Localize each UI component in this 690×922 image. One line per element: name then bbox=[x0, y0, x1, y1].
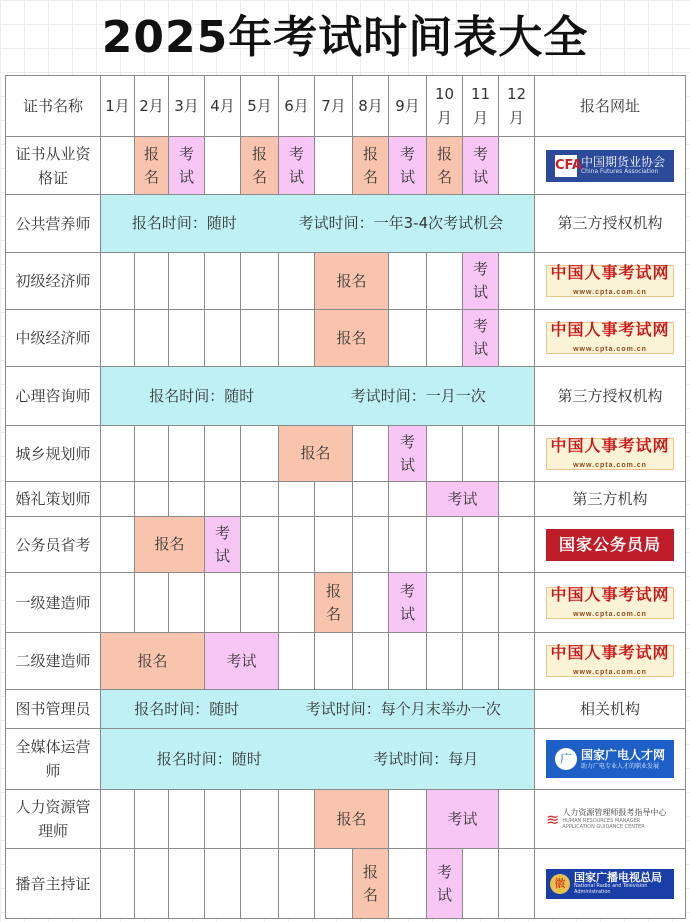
logo-wordmark bbox=[562, 808, 674, 830]
site-label: 第三方授权机构 bbox=[557, 386, 663, 405]
exam-time-text: 考试时间：每个月末举办一次 bbox=[305, 699, 501, 718]
site-logo-rsks[interactable] bbox=[546, 584, 674, 619]
month-header-label: 6月 bbox=[284, 96, 309, 115]
site-label: 第三方机构 bbox=[572, 489, 648, 508]
site-cell bbox=[535, 573, 686, 633]
registration-cell bbox=[353, 137, 389, 195]
month-header bbox=[463, 76, 499, 137]
logo-wordmark bbox=[581, 156, 665, 176]
exam-label: 考试 bbox=[447, 809, 478, 828]
row-name-cell bbox=[6, 517, 101, 573]
logo-subtext: China Futures Association bbox=[580, 167, 659, 175]
row-name-cell bbox=[6, 195, 101, 253]
header-site-cell bbox=[535, 76, 686, 137]
row-name-cell bbox=[6, 690, 101, 729]
logo-text: 人力资源管理师报考指导中心 bbox=[562, 808, 667, 818]
exam-cell bbox=[427, 482, 499, 517]
empty-month-cell bbox=[463, 573, 499, 633]
empty-month-cell bbox=[241, 517, 279, 573]
anytime-span-cell bbox=[101, 690, 535, 729]
site-label: 相关机构 bbox=[579, 699, 640, 718]
header-site-label: 报名网址 bbox=[579, 96, 640, 115]
registration-label: 报名 bbox=[143, 144, 159, 186]
empty-month-cell bbox=[205, 137, 241, 195]
site-logo-gb[interactable] bbox=[546, 869, 674, 899]
month-header-label: 10月 bbox=[434, 85, 455, 127]
month-header-label: 2月 bbox=[139, 96, 164, 115]
page-title: 2025年考试时间表大全 bbox=[101, 12, 589, 63]
month-header bbox=[205, 76, 241, 137]
logo-subtext: 助力广电专业人才的职业发展 bbox=[580, 762, 659, 770]
empty-month-cell bbox=[389, 849, 427, 919]
registration-label: 报名 bbox=[251, 144, 267, 186]
month-header-label: 11月 bbox=[470, 85, 491, 127]
registration-cell bbox=[135, 517, 205, 573]
month-header-label: 9月 bbox=[395, 96, 420, 115]
empty-month-cell bbox=[427, 426, 463, 482]
exam-time-text: 考试时间：一年3-4次考试机会 bbox=[298, 214, 504, 232]
row-name-label: 一级建造师 bbox=[15, 593, 91, 612]
registration-label: 报名 bbox=[154, 535, 185, 553]
row-name-cell bbox=[6, 633, 101, 690]
site-logo-gd[interactable] bbox=[546, 740, 674, 778]
empty-month-cell bbox=[427, 310, 463, 367]
empty-month-cell bbox=[499, 253, 535, 310]
empty-month-cell bbox=[101, 310, 135, 367]
empty-month-cell bbox=[427, 517, 463, 573]
registration-cell bbox=[353, 849, 389, 919]
row-name-cell bbox=[6, 426, 101, 482]
registration-cell bbox=[135, 137, 169, 195]
empty-month-cell bbox=[169, 310, 205, 367]
month-header-label: 7月 bbox=[321, 96, 346, 115]
row-name-label: 人力资源管理师 bbox=[15, 798, 91, 840]
row-name-label: 婚礼策划师 bbox=[15, 490, 91, 508]
site-logo-rsks[interactable] bbox=[546, 645, 674, 677]
empty-month-cell bbox=[205, 253, 241, 310]
logo-text: 国家公务员局 bbox=[558, 535, 661, 554]
exam-cell bbox=[389, 137, 427, 195]
logo-wordmark bbox=[559, 533, 661, 556]
empty-month-cell bbox=[241, 310, 279, 367]
empty-month-cell bbox=[463, 517, 499, 573]
row-name-label: 证书从业资格证 bbox=[15, 144, 91, 187]
empty-month-cell bbox=[169, 849, 205, 919]
row-name-cell bbox=[6, 790, 101, 849]
logo-text: 国家广电人才网 bbox=[580, 748, 665, 763]
exam-cell bbox=[463, 137, 499, 195]
empty-month-cell bbox=[315, 482, 353, 517]
exam-schedule-table bbox=[5, 75, 686, 919]
empty-month-cell bbox=[169, 482, 205, 517]
empty-month-cell bbox=[279, 253, 315, 310]
exam-cell bbox=[389, 573, 427, 633]
row-name-label: 二级建造师 bbox=[15, 652, 91, 670]
logo-text: 中国人事考试网 bbox=[550, 435, 670, 455]
month-header bbox=[101, 76, 135, 137]
month-header bbox=[427, 76, 463, 137]
empty-month-cell bbox=[389, 310, 427, 367]
logo-text: 中国人事考试网 bbox=[550, 320, 670, 339]
empty-month-cell bbox=[389, 253, 427, 310]
month-header-label: 12月 bbox=[506, 85, 527, 127]
empty-month-cell bbox=[499, 482, 535, 517]
header-name-cell bbox=[6, 76, 101, 137]
month-header bbox=[279, 76, 315, 137]
empty-month-cell bbox=[353, 573, 389, 633]
anytime-span-cell bbox=[101, 729, 535, 790]
row-name-label: 全媒体运营师 bbox=[15, 738, 91, 780]
exam-cell bbox=[205, 517, 241, 573]
empty-month-cell bbox=[205, 310, 241, 367]
registration-label: 报名 bbox=[300, 444, 331, 462]
empty-month-cell bbox=[279, 633, 315, 690]
site-cell bbox=[535, 310, 686, 367]
site-label: 第三方授权机构 bbox=[557, 214, 663, 232]
site-cell bbox=[535, 517, 686, 573]
empty-month-cell bbox=[499, 137, 535, 195]
empty-month-cell bbox=[241, 790, 279, 849]
logo-emblem-icon: 广 bbox=[555, 748, 577, 770]
empty-month-cell bbox=[353, 633, 389, 690]
empty-month-cell bbox=[135, 790, 169, 849]
row-name-label: 中级经济师 bbox=[15, 329, 91, 347]
row-name-label: 初级经济师 bbox=[15, 272, 91, 290]
row-name-cell bbox=[6, 729, 101, 790]
exam-label: 考试 bbox=[178, 144, 194, 186]
row-name-cell bbox=[6, 253, 101, 310]
exam-label: 考试 bbox=[472, 144, 488, 186]
empty-month-cell bbox=[205, 573, 241, 633]
exam-cell bbox=[463, 253, 499, 310]
registration-label: 报名 bbox=[362, 144, 378, 186]
row-name-cell bbox=[6, 367, 101, 426]
row-name-cell bbox=[6, 573, 101, 633]
empty-month-cell bbox=[463, 849, 499, 919]
logo-wordmark bbox=[581, 748, 665, 770]
registration-time-text: 报名时间：随时 bbox=[131, 214, 237, 232]
logo-text: 中国人事考试网 bbox=[550, 263, 670, 282]
exam-time-text: 考试时间：一月一次 bbox=[350, 386, 486, 405]
logo-text: 中国期货业协会 bbox=[580, 154, 665, 169]
month-header-label: 3月 bbox=[174, 96, 199, 115]
empty-month-cell bbox=[353, 517, 389, 573]
month-header-label: 8月 bbox=[358, 96, 383, 115]
exam-label: 考试 bbox=[447, 489, 478, 508]
empty-month-cell bbox=[315, 633, 353, 690]
logo-emblem-icon: CFA bbox=[555, 155, 577, 177]
registration-label: 报名 bbox=[137, 651, 168, 670]
month-header bbox=[499, 76, 535, 137]
month-header bbox=[353, 76, 389, 137]
empty-month-cell bbox=[279, 790, 315, 849]
logo-subtext: www.cpta.com.cn bbox=[573, 461, 647, 469]
empty-month-cell bbox=[101, 426, 135, 482]
empty-month-cell bbox=[205, 482, 241, 517]
registration-label: 报名 bbox=[436, 144, 452, 186]
site-cell bbox=[535, 790, 686, 849]
registration-time-text: 报名时间：随时 bbox=[149, 386, 255, 405]
row-name-label: 公共营养师 bbox=[15, 214, 91, 233]
empty-month-cell bbox=[205, 849, 241, 919]
logo-wordmark bbox=[547, 584, 673, 619]
exam-cell bbox=[279, 137, 315, 195]
site-cell bbox=[535, 633, 686, 690]
empty-month-cell bbox=[135, 573, 169, 633]
empty-month-cell bbox=[353, 426, 389, 482]
row-name-label: 城乡规划师 bbox=[15, 444, 91, 463]
site-cell bbox=[535, 849, 686, 919]
empty-month-cell bbox=[279, 482, 315, 517]
site-logo-rsks[interactable] bbox=[546, 435, 674, 470]
empty-month-cell bbox=[499, 310, 535, 367]
row-name-label: 心理咨询师 bbox=[15, 387, 91, 405]
empty-month-cell bbox=[101, 790, 135, 849]
empty-month-cell bbox=[241, 482, 279, 517]
month-header-label: 4月 bbox=[210, 96, 235, 115]
exam-label: 考试 bbox=[288, 144, 304, 186]
exam-cell bbox=[205, 633, 279, 690]
empty-month-cell bbox=[205, 790, 241, 849]
empty-month-cell bbox=[463, 426, 499, 482]
site-cell bbox=[535, 690, 686, 729]
anytime-span-cell bbox=[101, 367, 535, 426]
exam-time-text: 考试时间：每月 bbox=[373, 749, 479, 768]
empty-month-cell bbox=[169, 573, 205, 633]
empty-month-cell bbox=[169, 790, 205, 849]
logo-text: 国家广播电视总局 bbox=[574, 870, 662, 884]
empty-month-cell bbox=[279, 849, 315, 919]
logo-subtext: HUMAN RESOURCES MANAGER APPLICATION GUIDANCE CENTER bbox=[562, 817, 645, 830]
site-logo-rsks[interactable] bbox=[546, 322, 674, 354]
logo-subtext: National Radio and Television Administration bbox=[574, 883, 648, 895]
empty-month-cell bbox=[241, 849, 279, 919]
empty-month-cell bbox=[241, 253, 279, 310]
registration-cell bbox=[241, 137, 279, 195]
month-header bbox=[135, 76, 169, 137]
row-name-cell bbox=[6, 310, 101, 367]
site-cell bbox=[535, 367, 686, 426]
exam-label: 考试 bbox=[436, 862, 452, 904]
site-logo-gwy[interactable] bbox=[546, 529, 674, 561]
registration-label: 报名 bbox=[336, 271, 367, 290]
registration-cell bbox=[101, 633, 205, 690]
empty-month-cell bbox=[315, 517, 353, 573]
empty-month-cell bbox=[135, 253, 169, 310]
logo-subtext: www.cpta.com.cn bbox=[573, 289, 647, 296]
empty-month-cell bbox=[499, 517, 535, 573]
site-cell bbox=[535, 253, 686, 310]
registration-cell bbox=[427, 137, 463, 195]
row-name-cell bbox=[6, 137, 101, 195]
month-header-label: 5月 bbox=[247, 96, 272, 115]
site-logo-qh[interactable] bbox=[546, 150, 674, 182]
logo-emblem-icon: 徽 bbox=[550, 874, 570, 894]
empty-month-cell bbox=[101, 482, 135, 517]
exam-label: 考试 bbox=[399, 144, 415, 186]
exam-cell bbox=[389, 426, 427, 482]
logo-wordmark bbox=[547, 645, 673, 677]
empty-month-cell bbox=[169, 253, 205, 310]
exam-cell bbox=[169, 137, 205, 195]
empty-month-cell bbox=[135, 426, 169, 482]
month-header bbox=[169, 76, 205, 137]
empty-month-cell bbox=[499, 426, 535, 482]
registration-cell bbox=[315, 790, 389, 849]
logo-emblem-icon: ≋ bbox=[546, 809, 560, 829]
logo-text: 中国人事考试网 bbox=[550, 643, 670, 662]
empty-month-cell bbox=[499, 633, 535, 690]
site-cell bbox=[535, 729, 686, 790]
exam-cell bbox=[463, 310, 499, 367]
empty-month-cell bbox=[389, 517, 427, 573]
empty-month-cell bbox=[101, 573, 135, 633]
logo-subtext: www.cpta.com.cn bbox=[573, 346, 647, 353]
row-name-cell bbox=[6, 482, 101, 517]
row-name-cell bbox=[6, 849, 101, 919]
empty-month-cell bbox=[315, 137, 353, 195]
empty-month-cell bbox=[169, 426, 205, 482]
site-cell bbox=[535, 426, 686, 482]
row-name-label: 公务员省考 bbox=[15, 535, 91, 554]
empty-month-cell bbox=[135, 482, 169, 517]
registration-time-text: 报名时间：随时 bbox=[134, 699, 240, 718]
empty-month-cell bbox=[499, 790, 535, 849]
empty-month-cell bbox=[241, 426, 279, 482]
anytime-span-cell bbox=[101, 195, 535, 253]
header-name-label: 证书名称 bbox=[22, 96, 83, 115]
registration-cell bbox=[315, 310, 389, 367]
empty-month-cell bbox=[279, 573, 315, 633]
logo-wordmark bbox=[547, 265, 673, 297]
empty-month-cell bbox=[427, 253, 463, 310]
registration-label: 报名 bbox=[362, 862, 378, 904]
empty-month-cell bbox=[101, 517, 135, 573]
exam-label: 考试 bbox=[214, 523, 230, 565]
month-header bbox=[315, 76, 353, 137]
exam-label: 考试 bbox=[226, 651, 257, 670]
site-cell bbox=[535, 195, 686, 253]
empty-month-cell bbox=[389, 790, 427, 849]
empty-month-cell bbox=[279, 517, 315, 573]
month-header bbox=[389, 76, 427, 137]
exam-label: 考试 bbox=[472, 260, 488, 301]
exam-cell bbox=[427, 790, 499, 849]
registration-label: 报名 bbox=[325, 581, 341, 623]
empty-month-cell bbox=[499, 849, 535, 919]
empty-month-cell bbox=[353, 482, 389, 517]
exam-label: 考试 bbox=[399, 432, 415, 474]
empty-month-cell bbox=[135, 849, 169, 919]
empty-month-cell bbox=[427, 573, 463, 633]
empty-month-cell bbox=[279, 310, 315, 367]
logo-wordmark bbox=[574, 872, 670, 895]
registration-label: 报名 bbox=[336, 809, 367, 828]
empty-month-cell bbox=[315, 849, 353, 919]
registration-cell bbox=[315, 573, 353, 633]
site-logo-hr[interactable] bbox=[546, 804, 674, 834]
site-logo-rsks[interactable] bbox=[546, 265, 674, 297]
empty-month-cell bbox=[389, 482, 427, 517]
empty-month-cell bbox=[499, 573, 535, 633]
registration-time-text: 报名时间：随时 bbox=[156, 749, 262, 768]
exam-cell bbox=[427, 849, 463, 919]
month-header-label: 1月 bbox=[105, 96, 130, 115]
empty-month-cell bbox=[205, 426, 241, 482]
logo-wordmark bbox=[547, 435, 673, 470]
empty-month-cell bbox=[427, 633, 463, 690]
site-cell bbox=[535, 137, 686, 195]
empty-month-cell bbox=[389, 633, 427, 690]
empty-month-cell bbox=[101, 849, 135, 919]
empty-month-cell bbox=[463, 633, 499, 690]
exam-label: 考试 bbox=[472, 317, 488, 358]
logo-subtext: www.cpta.com.cn bbox=[573, 669, 647, 676]
exam-label: 考试 bbox=[399, 581, 415, 623]
row-name-label: 图书管理员 bbox=[15, 700, 91, 718]
empty-month-cell bbox=[241, 573, 279, 633]
month-header bbox=[241, 76, 279, 137]
site-cell bbox=[535, 482, 686, 517]
empty-month-cell bbox=[101, 137, 135, 195]
row-name-label: 播音主持证 bbox=[15, 874, 91, 893]
registration-cell bbox=[315, 253, 389, 310]
logo-text: 中国人事考试网 bbox=[550, 584, 670, 604]
logo-subtext: www.cpta.com.cn bbox=[573, 610, 647, 618]
logo-wordmark bbox=[547, 322, 673, 354]
empty-month-cell bbox=[101, 253, 135, 310]
registration-label: 报名 bbox=[336, 328, 367, 347]
empty-month-cell bbox=[135, 310, 169, 367]
registration-cell bbox=[279, 426, 353, 482]
